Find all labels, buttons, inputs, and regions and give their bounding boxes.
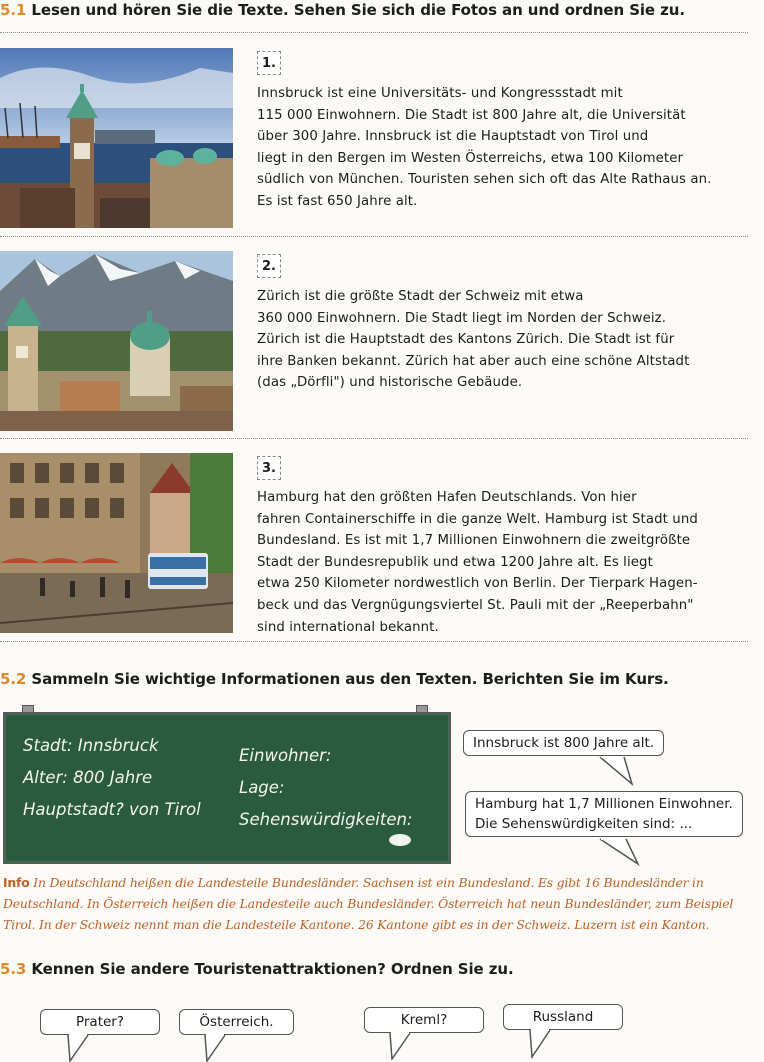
photo-2-mountain-city[interactable] <box>0 251 233 431</box>
section-instruction: Lesen und hören Sie die Texte. Sehen Sie sich die Fotos an und ordnen Sie zu. <box>31 1 685 19</box>
text-line: etwa 250 Kilometer nordwestlich von Berlin. Der Tierpark Hagen- <box>257 576 698 592</box>
section-5-3-heading <box>0 960 514 978</box>
bubble-text: Österreich. <box>199 1014 274 1030</box>
bubble-text: Prater? <box>75 1014 125 1030</box>
bubble-kreml[interactable] <box>364 1007 484 1033</box>
divider <box>0 641 748 642</box>
bubble-tail-icon <box>528 1029 558 1059</box>
bubble-tail-icon <box>598 838 643 866</box>
board-sights: Sehenswürdigkeiten: <box>239 810 413 829</box>
divider <box>0 32 748 33</box>
text-line: Zürich ist die Hauptstadt des Kantons Zürich. Die Stadt ist für <box>257 332 675 348</box>
text-line: südlich von München. Touristen sehen sich oft das Alte Rathaus an. <box>257 172 712 188</box>
badge-2[interactable]: 2. <box>257 254 281 278</box>
section-number: 5.2 <box>0 670 27 688</box>
text-line: Hamburg hat den größten Hafen Deutschlands. Von hier <box>257 490 637 505</box>
board-capital: Hauptstadt? von Tirol <box>23 800 201 819</box>
photo-1-harbor[interactable] <box>0 48 233 228</box>
section-5-2-heading <box>0 670 669 688</box>
text-line: Bundesland. Es ist mit 1,7 Millionen Einwohnern die zweitgrößte <box>257 533 691 549</box>
chalkboard <box>3 712 451 864</box>
text-line: liegt in den Bergen im Westen Österreichs, etwa 100 Kilometer <box>257 150 684 166</box>
text-line: fahren Containerschiffe in die ganze Welt. Hamburg ist Stadt und <box>257 511 698 527</box>
bubble-text: Hamburg hat 1,7 Millionen Einwohner. <box>475 796 733 812</box>
text-line: Innsbruck ist eine Universitäts- und Kongressstadt mit <box>257 86 623 101</box>
divider <box>0 236 748 237</box>
photo-3-street-tram[interactable] <box>0 453 233 633</box>
text-line: 360 000 Einwohnern. Die Stadt liegt im Norden der Schweiz. <box>257 310 667 326</box>
speech-bubble-innsbruck <box>463 730 664 756</box>
text-line: Zürich ist die größte Stadt der Schweiz mit etwa <box>257 289 584 304</box>
section-5-1-heading <box>0 1 685 19</box>
board-location: Lage: <box>239 778 285 797</box>
info-label: Info <box>3 875 30 890</box>
section-instruction: Sammeln Sie wichtige Informationen aus den Texten. Berichten Sie im Kurs. <box>31 670 669 688</box>
info-text <box>3 872 763 935</box>
bubble-text: Russland <box>532 1009 594 1025</box>
text-2 <box>257 286 689 394</box>
text-line: beck und das Vergnügungsviertel St. Pauli mit der „Reeperbahn" <box>257 597 694 613</box>
bubble-tail-icon <box>66 1034 96 1062</box>
text-line: Stadt der Bundesrepublik und etwa 1200 Jahre alt. Es liegt <box>257 554 653 570</box>
section-number: 5.1 <box>0 1 27 19</box>
text-line: 115 000 Einwohnern. Die Stadt ist 800 Jahre alt, die Universität <box>257 107 686 123</box>
text-3 <box>257 487 698 638</box>
bubble-tail-icon <box>388 1032 418 1060</box>
text-line: ihre Banken bekannt. Zürich hat aber auch eine schöne Altstadt <box>257 353 690 369</box>
bubble-prater[interactable] <box>40 1009 160 1035</box>
bubble-text: Innsbruck ist 800 Jahre alt. <box>473 735 655 751</box>
badge-3[interactable]: 3. <box>257 456 281 480</box>
text-line: über 300 Jahre. Innsbruck ist die Hauptstadt von Tirol und <box>257 129 649 145</box>
text-line: sind international bekannt. <box>257 619 439 635</box>
bubble-text: Die Sehenswürdigkeiten sind: ... <box>475 816 693 832</box>
text-line: Es ist fast 650 Jahre alt. <box>257 193 418 209</box>
bubble-russland[interactable] <box>503 1004 623 1030</box>
divider <box>0 438 748 439</box>
board-inhabitants: Einwohner: <box>239 746 332 765</box>
bubble-oesterreich[interactable] <box>179 1009 294 1035</box>
speech-bubble-hamburg <box>465 791 743 837</box>
section-instruction: Kennen Sie andere Touristenattraktionen? Ordnen Sie zu. <box>31 960 514 978</box>
bubble-text: Kreml? <box>400 1012 448 1028</box>
text-1 <box>257 83 712 213</box>
chalk-piece-icon <box>389 834 411 846</box>
text-line: (das „Dörfli") und historische Gebäude. <box>257 375 523 391</box>
board-city: Stadt: Innsbruck <box>23 736 159 755</box>
section-number: 5.3 <box>0 960 27 978</box>
badge-1[interactable]: 1. <box>257 51 281 75</box>
bubble-tail-icon <box>598 756 638 786</box>
bubble-tail-icon <box>203 1034 233 1062</box>
board-age: Alter: 800 Jahre <box>23 768 153 787</box>
info-body: In Deutschland heißen die Landesteile Bundesländer. Sachsen ist ein Bundesland. Es gibt 16 Bundesländer in Deutschland. In Österreich heißen die Landesteile auch Bundesländer. Österreich hat neun Bundesländer, zum Beispiel Tirol. In der Schweiz nennt man die Landesteile Kantone. 26 Kantone gibt es in der Schweiz. Luzern ist ein Kanton. <box>3 875 734 932</box>
